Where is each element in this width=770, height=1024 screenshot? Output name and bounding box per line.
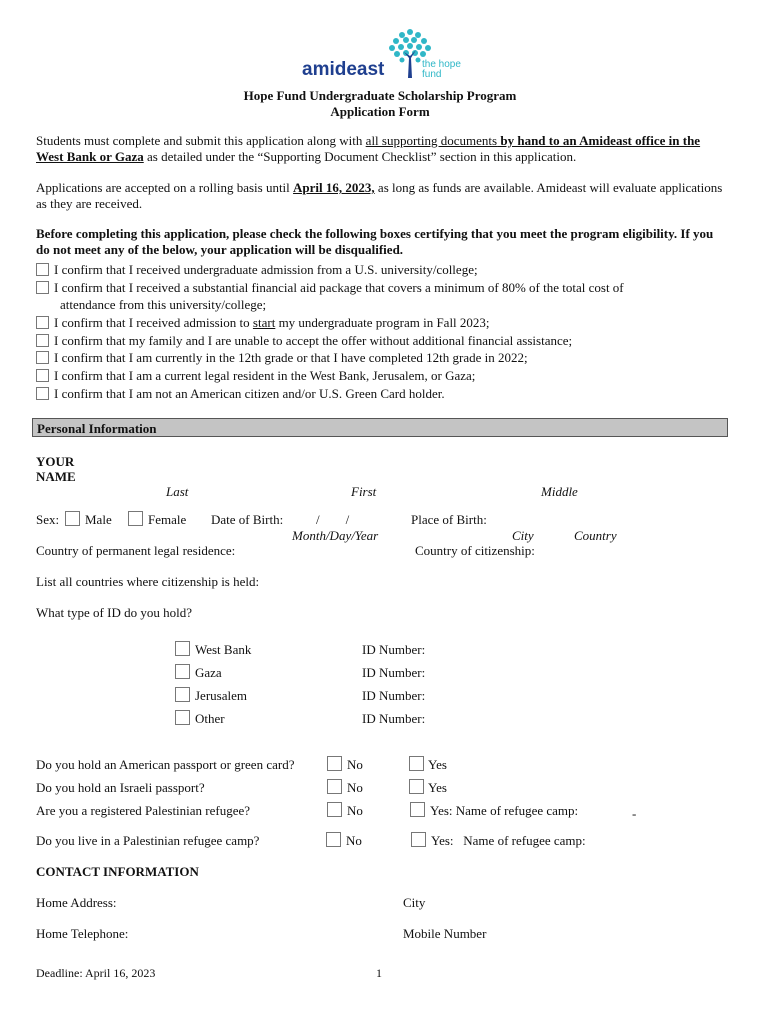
eligibility-checkbox-4[interactable] xyxy=(36,334,49,347)
eligibility-checkbox-2[interactable] xyxy=(36,281,49,294)
eligibility-item-3 xyxy=(54,315,490,331)
home-address-label: Home Address: xyxy=(36,895,117,910)
contact-heading: CONTACT INFORMATION xyxy=(36,864,199,879)
form-title: Hope Fund Undergraduate Scholarship Program xyxy=(243,88,517,103)
q4-yes-checkbox[interactable] xyxy=(411,832,426,847)
q1-yes-checkbox[interactable] xyxy=(409,756,424,771)
q1-no-checkbox[interactable] xyxy=(327,756,342,771)
eligibility-item-2: I confirm that I received a substantial financial aid package that covers a minimum of 80% of the total cost of xyxy=(54,280,624,295)
q1-yes-label: Yes xyxy=(428,757,447,772)
id-westbank-label: West Bank xyxy=(195,642,252,657)
q2-no-label: No xyxy=(347,780,363,795)
citizenship-label: Country of citizenship: xyxy=(415,543,535,558)
q4-yes-label: Yes: Name of refugee camp: xyxy=(431,833,586,848)
eligibility-item-1: I confirm that I received undergraduate admission from a U.S. university/college; xyxy=(54,262,478,277)
dob-format: Month/Day/Year xyxy=(292,528,379,543)
male-checkbox[interactable] xyxy=(65,511,80,526)
your-name-label: YOUR NAME xyxy=(36,454,76,484)
q1-no-label: No xyxy=(347,757,363,772)
q4-no-checkbox[interactable] xyxy=(326,832,341,847)
sex-label: Sex: xyxy=(36,512,60,527)
supporting-docs-text: all supporting documents xyxy=(365,133,498,148)
q3-yes-label: Yes: Name of refugee camp: xyxy=(430,803,579,818)
id-number-other: ID Number: xyxy=(362,711,426,726)
eligibility-checkbox-5[interactable] xyxy=(36,351,49,364)
page-number: 1 xyxy=(376,966,382,980)
by-hand-text: by hand to an Amideast office in the West Bank or Gaza xyxy=(36,133,701,164)
id-other-checkbox[interactable] xyxy=(175,710,190,725)
q2-yes-checkbox[interactable] xyxy=(409,779,424,794)
hope-fund-mark: the hope fund xyxy=(422,59,461,80)
dob-field[interactable]: / / xyxy=(316,512,350,527)
rolling-text: Applications are accepted on a rolling basis until xyxy=(36,180,294,195)
id-gaza-checkbox[interactable] xyxy=(175,664,190,679)
first-name-field[interactable]: First xyxy=(351,484,377,499)
q3-no-checkbox[interactable] xyxy=(327,802,342,817)
id-gaza-label: Gaza xyxy=(195,665,222,680)
rolling-text-end: as long as funds are available. Amideast will evaluate applications as they are received. xyxy=(36,180,723,211)
intro-text: Students must complete and submit this application along with xyxy=(36,133,366,148)
eligibility-item-2-cont: attendance from this university/college; xyxy=(60,297,267,312)
home-telephone-label: Home Telephone: xyxy=(36,926,129,941)
q2-yes-label: Yes xyxy=(428,780,447,795)
eligibility-item-5: I confirm that I am currently in the 12th grade or that I have completed 12th grade in 2022; xyxy=(54,350,528,365)
item-3-start: start xyxy=(252,315,276,330)
section-title: Personal Information xyxy=(37,421,157,436)
middle-name-field[interactable]: Middle xyxy=(541,484,578,499)
mobile-number-label: Mobile Number xyxy=(403,926,487,941)
id-number-westbank: ID Number: xyxy=(362,642,426,657)
pob-country[interactable]: Country xyxy=(574,528,617,543)
q4-no-label: No xyxy=(346,833,362,848)
last-name-field[interactable]: Last xyxy=(166,484,189,499)
pob-city[interactable]: City xyxy=(512,528,534,543)
eligibility-item-6: I confirm that I am a current legal resident in the West Bank, Jerusalem, or Gaza; xyxy=(54,368,476,383)
male-label: Male xyxy=(85,512,112,527)
eligibility-checkbox-6[interactable] xyxy=(36,369,49,382)
item-3-a: I confirm that I received admission to xyxy=(54,315,253,330)
countries-held-label: List all countries where citizenship is held: xyxy=(36,574,260,589)
q-live-in-camp: Do you live in a Palestinian refugee camp? xyxy=(36,833,260,848)
eligibility-item-7: I confirm that I am not an American citizen and/or U.S. Green Card holder. xyxy=(54,386,445,401)
dob-label: Date of Birth: xyxy=(211,512,284,527)
q3-dash: - xyxy=(632,806,637,821)
deadline-date: April 16, 2023, xyxy=(293,180,375,195)
eligibility-checkbox-3[interactable] xyxy=(36,316,49,329)
form-subtitle: Application Form xyxy=(330,104,430,119)
id-number-jerusalem: ID Number: xyxy=(362,688,426,703)
female-label: Female xyxy=(148,512,187,527)
id-number-gaza: ID Number: xyxy=(362,665,426,680)
intro-paragraph-1 xyxy=(36,133,726,165)
id-jerusalem-checkbox[interactable] xyxy=(175,687,190,702)
intro-text-end: as detailed under the “Supporting Document Checklist” section in this application. xyxy=(143,149,577,164)
q2-no-checkbox[interactable] xyxy=(327,779,342,794)
q-american-passport: Do you hold an American passport or green card? xyxy=(36,757,295,772)
eligibility-heading: Before completing this application, please check the following boxes certifying that you meet the program eligibility. If you do not meet any of the below, your application will be disqualified. xyxy=(36,226,714,257)
contact-city-label: City xyxy=(403,895,426,910)
q-israeli-passport: Do you hold an Israeli passport? xyxy=(36,780,205,795)
footer-deadline: Deadline: April 16, 2023 xyxy=(36,966,156,980)
q3-no-label: No xyxy=(347,803,363,818)
id-other-label: Other xyxy=(195,711,225,726)
id-westbank-checkbox[interactable] xyxy=(175,641,190,656)
eligibility-item-4: I confirm that my family and I are unable to accept the offer without additional financial assistance; xyxy=(54,333,573,348)
intro-paragraph-2 xyxy=(36,180,726,212)
q-registered-refugee: Are you a registered Palestinian refugee? xyxy=(36,803,251,818)
amideast-logo xyxy=(300,26,470,82)
eligibility-checkbox-1[interactable] xyxy=(36,263,49,276)
item-3-b: my undergraduate program in Fall 2023; xyxy=(275,315,490,330)
personal-info-header xyxy=(32,418,728,437)
id-jerusalem-label: Jerusalem xyxy=(195,688,247,703)
residence-label: Country of permanent legal residence: xyxy=(36,543,236,558)
female-checkbox[interactable] xyxy=(128,511,143,526)
eligibility-checkbox-7[interactable] xyxy=(36,387,49,400)
brand-wordmark: amideast xyxy=(302,59,385,80)
id-question: What type of ID do you hold? xyxy=(36,605,192,620)
pob-label: Place of Birth: xyxy=(411,512,487,527)
q3-yes-checkbox[interactable] xyxy=(410,802,425,817)
